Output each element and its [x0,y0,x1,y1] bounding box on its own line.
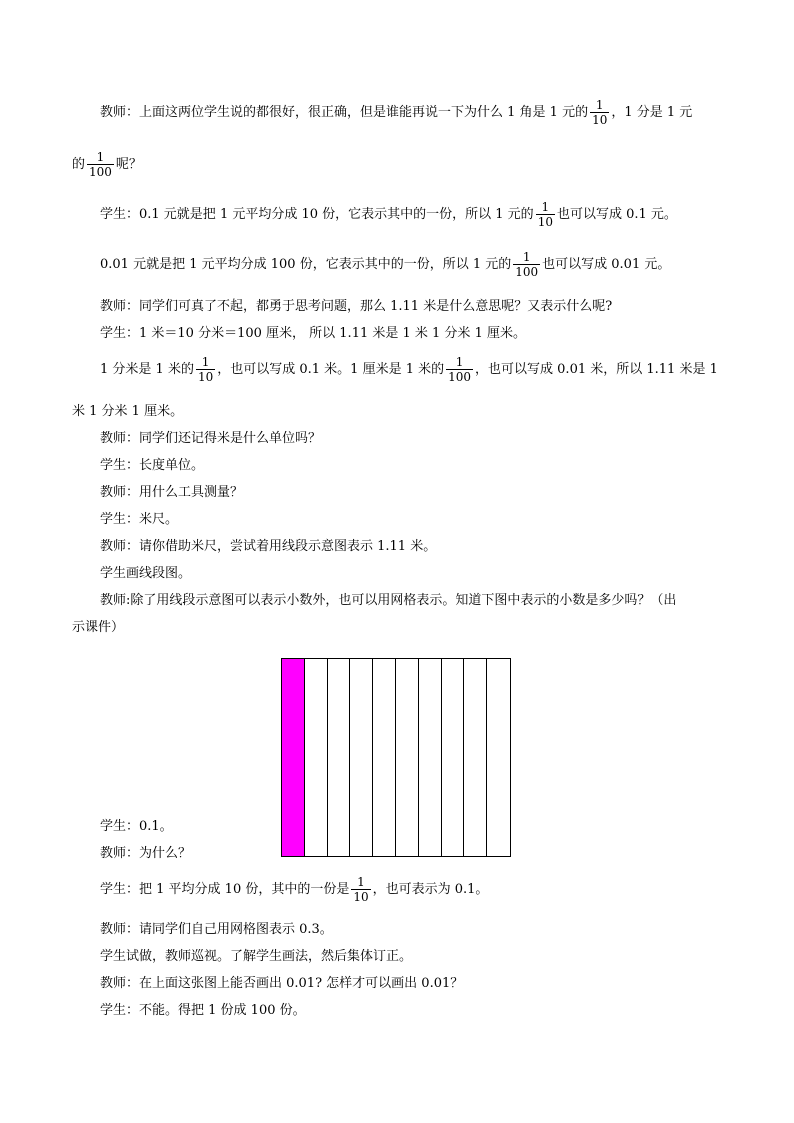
paragraph: 教师：用什么工具测量？ [100,485,244,500]
fraction-denominator: 10 [197,370,214,384]
paragraph-meter-explanation [100,355,718,384]
fraction-numerator: 1 [87,150,114,165]
text: 教师：上面这两位学生说的都很好，很正确，但是谁能再说一下为什么 1 角是 1 元的 [100,105,589,120]
fraction-numerator: 1 [446,355,473,370]
text: 1 分米是 1 米的 [100,362,194,377]
paragraph-student-answer [100,200,677,229]
paragraph-continuation [72,150,142,179]
fraction [196,355,215,384]
paragraph: 学生画线段图。 [100,566,192,581]
paragraph-student-explanation [100,875,488,904]
paragraph: 教师：在上面这张图上能否画出 0.01? 怎样才可以画出 0.01？ [100,976,464,991]
grid-cell [396,659,419,856]
fraction-numerator: 1 [351,875,370,890]
grid-cell [350,659,373,856]
paragraph: 教师:除了用线段示意图可以表示小数外，也可以用网格表示。知道下图中表示的小数是多少吗？（出 [100,593,677,608]
text: ，也可以写成 0.01 米，所以 1.11 米是 1 [475,362,718,377]
text: 0.01 元就是把 1 元平均分成 100 份，它表示其中的一份，所以 1 元的 [100,257,512,272]
fraction-denominator: 10 [353,890,369,904]
paragraph: 教师：同学们可真了不起，都勇于思考问题，那么 1.11 米是什么意思呢？又表示什么呢? [100,299,613,314]
fraction-denominator: 10 [537,215,553,229]
grid-cell-shaded [282,659,305,856]
fraction [87,150,114,179]
fraction-numerator: 1 [536,200,555,215]
grid-cell [464,659,487,856]
fraction-numerator: 1 [513,250,540,265]
paragraph-teacher-question [100,98,692,127]
paragraph: 学生：0.1。 [100,819,173,834]
fraction-denominator: 100 [448,370,472,384]
paragraph: 学生：长度单位。 [100,458,205,473]
paragraph: 教师：请同学们自己用网格图表示 0.3。 [100,922,333,937]
fraction [536,200,555,229]
paragraph: 学生：1 米＝10 分米＝100 厘米， 所以 1.11 米是 1 米 1 分米 1 厘米。 [100,326,526,341]
paragraph: 学生：不能。得把 1 份成 100 份。 [100,1003,306,1018]
grid-cell [373,659,396,856]
paragraph-student-answer-2 [100,250,670,279]
text: 也可以写成 0.1 元。 [556,207,677,222]
fraction-numerator: 1 [196,355,215,370]
paragraph: 教师：请你借助米尺，尝试着用线段示意图表示 1.11 米。 [100,539,437,554]
text: 的 [72,157,86,172]
fraction-denominator: 100 [89,165,112,179]
text: ，也可表示为 0.1。 [372,882,489,897]
fraction-denominator: 100 [515,265,539,279]
text: 学生：把 1 平均分成 10 份，其中的一份是 [100,882,350,897]
paragraph: 学生试做，教师巡视。了解学生画法，然后集体订正。 [100,949,413,964]
fraction-numerator: 1 [590,98,609,113]
paragraph: 学生：米尺。 [100,512,179,527]
text: ，1 分是 1 元 [611,105,693,120]
grid-cell [487,659,510,856]
fraction [590,98,609,127]
text: 也可以写成 0.01 元。 [542,257,671,272]
paragraph: 教师：同学们还记得米是什么单位吗？ [100,431,322,446]
grid-cell [305,659,328,856]
text: ，也可以写成 0.1 米。1 厘米是 1 米的 [217,362,445,377]
fraction [351,875,370,904]
text: 呢？ [115,157,142,172]
paragraph: 米 1 分米 1 厘米。 [72,404,184,419]
fraction [513,250,540,279]
fraction-denominator: 10 [592,113,608,127]
grid-cell [328,659,351,856]
paragraph: 示课件） [72,620,125,635]
paragraph: 教师：为什么？ [100,846,192,861]
text: 学生：0.1 元就是把 1 元平均分成 10 份，它表示其中的一份，所以 1 元的 [100,207,534,222]
grid-cell [419,659,442,856]
fraction [446,355,473,384]
decimal-grid-figure [281,658,511,857]
grid-cell [442,659,465,856]
